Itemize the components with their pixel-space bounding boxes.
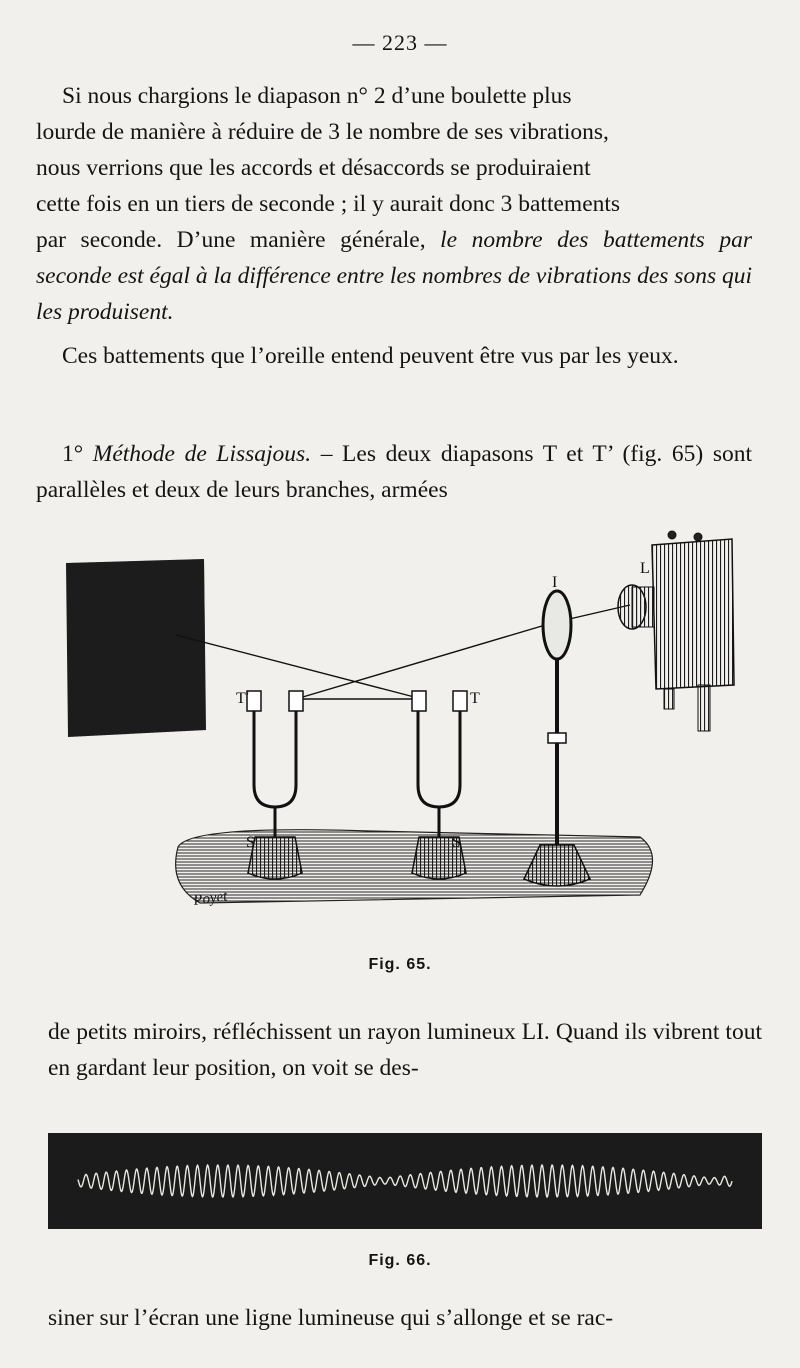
paragraph-1-line-5: par seconde. D’une manière générale,	[36, 227, 426, 253]
paragraph-1-line-2: lourde de manière à réduire de 3 le nombre de ses vibrations,	[36, 119, 609, 145]
paragraph-3-heading: Méthode de Lissajous.	[92, 441, 312, 467]
paragraph-1-line-1: Si nous chargions le diapason n° 2 d’une boulette plus	[62, 83, 572, 109]
figure-66	[48, 1133, 762, 1229]
label-i: I	[552, 574, 558, 591]
label-t-prime: T′	[236, 690, 250, 707]
lamp	[618, 531, 734, 731]
engraver-signature: Poyet	[192, 888, 229, 909]
figure-65	[40, 525, 780, 945]
paragraph-1	[36, 78, 752, 330]
paragraph-1-line-4: cette fois en un tiers de seconde ; il y aurait donc 3 battements	[36, 191, 621, 217]
paragraph-4: de petits miroirs, réfléchissent un rayon lumineux LI. Quand ils vibrent tout en gardant leur position, on voit se des-	[48, 1019, 762, 1081]
paragraph-3	[36, 436, 752, 508]
figure-65-engraving	[40, 525, 780, 945]
label-l: L	[640, 560, 650, 577]
paragraph-3-lead: 1°	[62, 441, 93, 467]
paragraph-5: siner sur l’écran une ligne lumineuse qui s’allonge et se rac-	[48, 1305, 614, 1331]
paragraph-1-emphasis: le nombre des battements par seconde est égal à la différence entre les nombres de vibrations des sons qui les produisent.	[36, 227, 753, 325]
screen	[66, 559, 206, 737]
paragraph-1-line-3: nous verrions que les accords et désaccords se produiraient	[36, 155, 591, 181]
paragraph-3-body: – Les deux diapasons T et T’ (fig. 65) sont parallèles et deux de leurs branches, armées	[36, 441, 752, 503]
figure-65-caption: Fig. 65.	[368, 956, 432, 973]
label-s-prime: S′	[246, 834, 259, 851]
figure-66-waveform-plate	[48, 1133, 762, 1229]
paragraph-2: Ces battements que l’oreille entend peuvent être vus par les yeux.	[62, 343, 679, 369]
page-number: — 223 —	[352, 30, 448, 55]
label-s: S	[452, 834, 461, 851]
label-t: T	[470, 690, 480, 707]
figure-66-caption: Fig. 66.	[368, 1252, 432, 1269]
